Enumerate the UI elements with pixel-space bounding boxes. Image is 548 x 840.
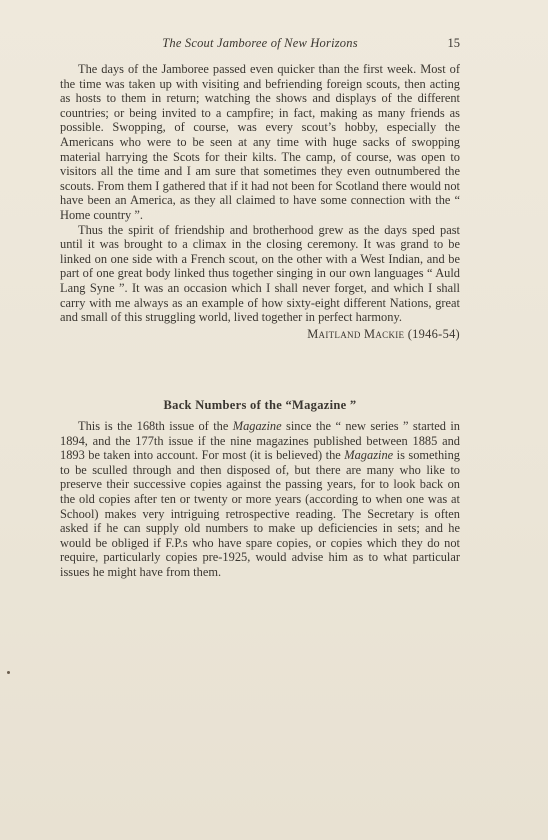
paper-speck [7, 671, 10, 674]
page-number: 15 [447, 36, 460, 50]
paragraph: Thus the spirit of friendship and brotherhood grew as the days sped past until it was brought to a climax in the closing ceremony. It was grand to be linked on one side with a French scout, on the other with a West Indian, and be part of one great body linked thus together singing in our own languages “ Auld Lang Syne ”. It was an occasion which I shall never forget, and which I shall carry with me always as an example of how sixty-eight different Nations, great and small of this struggling world, lived together in perfect harmony. [60, 222, 460, 325]
magazine-title: Magazine [232, 419, 282, 433]
magazine-title: Magazine [344, 448, 394, 463]
running-head [60, 36, 460, 52]
section-heading: Back Numbers of the “Magazine ” [163, 398, 357, 412]
text-run: This is the 168th issue of the [78, 419, 233, 433]
author-signature: Maitland Mackie (1946-54) [307, 326, 460, 341]
paragraph [60, 419, 460, 580]
running-title: The Scout Jamboree of New Horizons [162, 36, 358, 50]
article-jamboree [60, 62, 460, 341]
text-run: since the “ new series ” started in 1894, and the 177th issue if the nine magazines published between 1885 and 1893 be taken into account. For most (it is believed) the [60, 419, 460, 463]
article-back-numbers [60, 419, 460, 580]
paragraph: The days of the Jamboree passed even quicker than the first week. Most of the time was taken up with visiting and befriending foreign scouts, then acting as hosts to them in return; watching the shows and displays of the different countries; or being invited to a campfire; in fact, making as many friends as possible. Swopping, of course, was every scout’s hobby, especially the Americans who were to be seen at any time with huge sacks of swopping material harrying the Scots for their kilts. The camp, of course, was open to visitors all the time and I am sure that sometimes they even outnumbered the scouts. From them I gathered that if it had not been for Scotland there would not have been an America, as they all claimed to have some connection with the “ Home country ”. [60, 62, 460, 222]
text-run: is something to be sculled through and then disposed of, but there are many who like to preserve their successive copies against the passing years, for to look back on the old copies after ten or twenty or more years (according to when one was at School) makes very intriguing retrospective reading. The Secretary is often asked if he can supply old numbers to make up deficiencies in sets; and he would be obliged if F.P.s who have spare copies, or copies which they do not require, particularly copies pre-1925, would advise him as to what particular issues he might have from them. [60, 448, 460, 579]
